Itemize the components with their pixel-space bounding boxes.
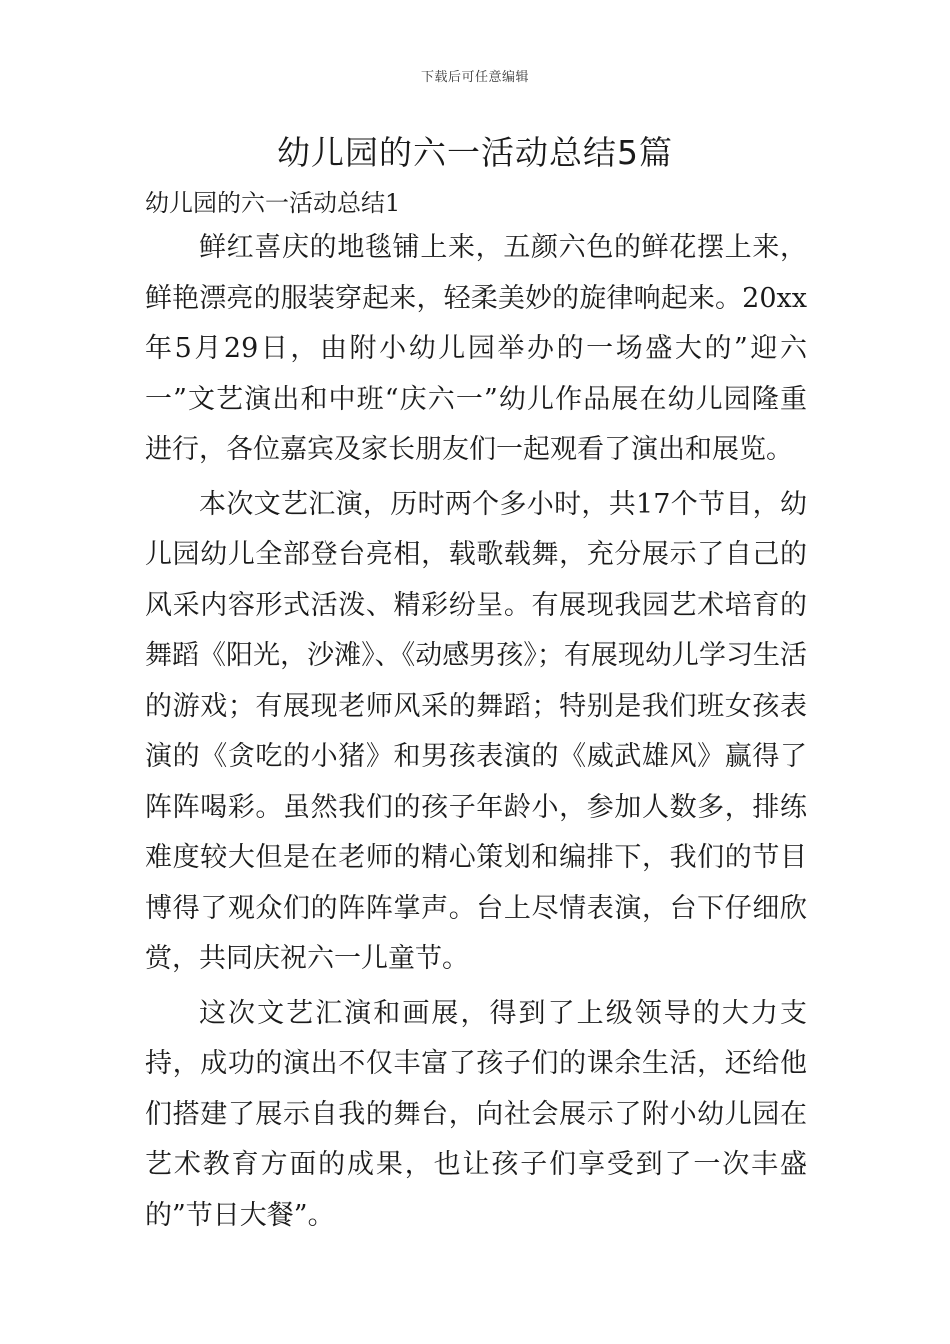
paragraph: 这次文艺汇演和画展，得到了上级领导的大力支持，成功的演出不仅丰富了孩子们的课余生活，还给他们搭建了展示自我的舞台，向社会展示了附小幼儿园在艺术教育方面的成果，也让孩子们享受到了一次丰盛的”节日大餐”。 xyxy=(145,997,807,1231)
paragraph: 鲜红喜庆的地毯铺上来，五颜六色的鲜花摆上来，鲜艳漂亮的服装穿起来，轻柔美妙的旋律响起来。20xx年5月29日，由附小幼儿园举办的一场盛大的”迎六一”文艺演出和中班“庆六一”幼儿作品展在幼儿园隆重进行，各位嘉宾及家长朋友们一起观看了演出和展览。 xyxy=(145,232,807,465)
document-title: 幼儿园的六一活动总结5篇 xyxy=(277,133,673,172)
paragraph: 本次文艺汇演，历时两个多小时，共17个节目，幼儿园幼儿全部登台亮相，载歌载舞，充分展示了自己的风采内容形式活泼、精彩纷呈。有展现我园艺术培育的舞蹈《阳光，沙滩》、《动感男孩》；有展现幼儿学习生活的游戏；有展现老师风采的舞蹈；特别是我们班女孩表演的《贪吃的小猪》和男孩表演的《威武雄风》赢得了阵阵喝彩。虽然我们的孩子年龄小，参加人数多，排练难度较大但是在老师的精心策划和编排下，我们的节目博得了观众们的阵阵掌声。台上尽情表演，台下仔细欣赏，共同庆祝六一儿童节。 xyxy=(145,488,807,974)
section-heading: 幼儿园的六一活动总结1 xyxy=(145,189,401,217)
header-note: 下载后可任意编辑 xyxy=(420,70,529,85)
body-text xyxy=(145,223,807,1245)
